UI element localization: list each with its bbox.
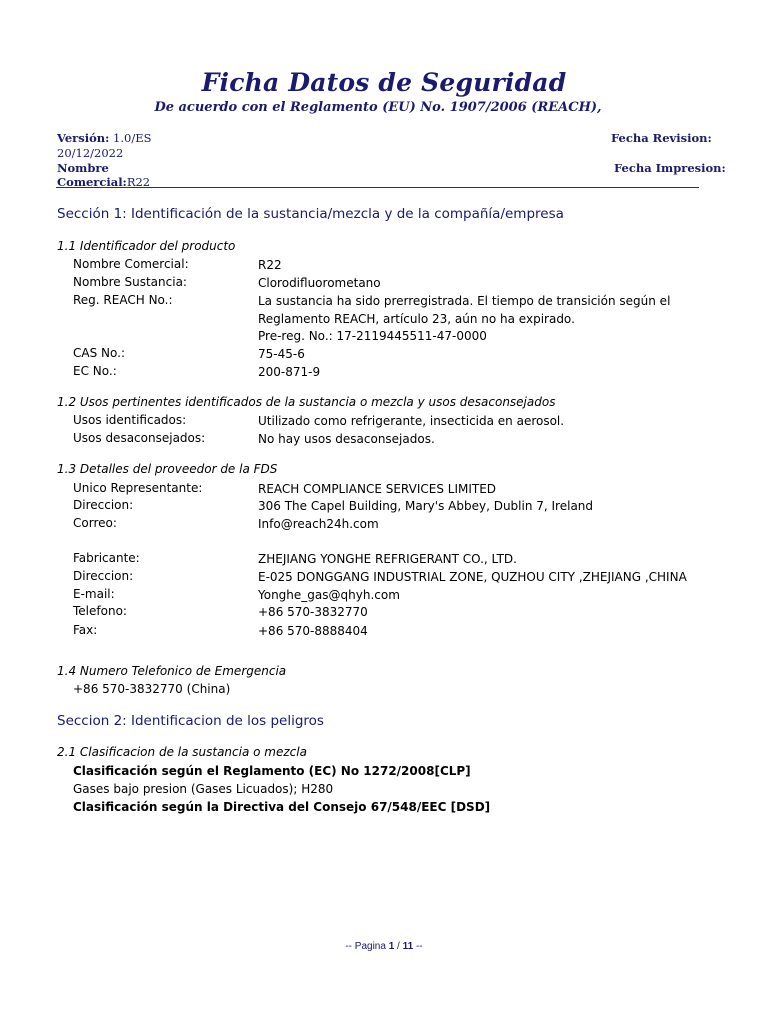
ec-label: EC No.:: [73, 364, 117, 378]
usos-identificados-value: Utilizado como refrigerante, insecticida en aerosol.: [258, 414, 565, 428]
version-date: 20/12/2022: [57, 146, 124, 160]
cas-label: CAS No.:: [73, 346, 125, 360]
correo-label: Correo:: [73, 516, 117, 530]
nombre-label: Nombre: [57, 161, 109, 175]
fabricante-label: Fabricante:: [73, 551, 140, 565]
usos-desaconsejados-value: No hay usos desaconsejados.: [258, 432, 435, 446]
clp-classification: Clasificación según el Reglamento (EC) No 1272/2008[CLP]: [73, 764, 471, 778]
subsection-1-1-heading: 1.1 Identificador del producto: [57, 239, 236, 253]
correo-value: Info@reach24h.com: [258, 517, 379, 531]
usos-desaconsejados-label: Usos desaconsejados:: [73, 431, 206, 445]
impresion-label: Fecha Impresion:: [614, 161, 726, 175]
email-value: Yonghe_gas@qhyh.com: [258, 588, 400, 602]
footer-sep: /: [394, 941, 403, 952]
fax-label: Fax:: [73, 623, 98, 637]
subsection-1-2-heading: 1.2 Usos pertinentes identificados de la sustancia o mezcla y usos desaconsejados: [57, 395, 556, 409]
version-line: [57, 131, 151, 145]
reach-label: Reg. REACH No.:: [73, 293, 173, 307]
nombre-comercial-value: R22: [258, 258, 282, 272]
comercial-value: R22: [126, 175, 151, 189]
direccion-fab-value: E-025 DONGGANG INDUSTRIAL ZONE, QUZHOU CITY ,ZHEJIANG ,CHINA: [258, 570, 687, 584]
ec-value: 200-871-9: [258, 365, 321, 379]
direccion-fab-label: Direccion:: [73, 569, 134, 583]
telefono-label: Telefono:: [73, 604, 127, 618]
cas-value: 75-45-6: [258, 347, 305, 361]
reach-line-1: La sustancia ha sido prerregistrada. El tiempo de transición según el: [258, 294, 671, 308]
page-footer: [0, 941, 768, 952]
subsection-2-1-heading: 2.1 Clasificacion de la sustancia o mezcla: [57, 745, 307, 759]
reach-line-2: Reglamento REACH, artículo 23, aún no ha expirado.: [258, 312, 575, 326]
footer-suffix: --: [413, 941, 423, 952]
footer-prefix: -- Pagina: [345, 941, 389, 952]
page-total: 11: [402, 941, 414, 952]
reach-line-3: Pre-reg. No.: 17-2119445511-47-0000: [258, 329, 487, 343]
subsection-1-3-heading: 1.3 Detalles del proveedor de la FDS: [57, 462, 278, 476]
dsd-classification: Clasificación según la Directiva del Consejo 67/548/EEC [DSD]: [73, 800, 491, 814]
representante-value: REACH COMPLIANCE SERVICES LIMITED: [258, 482, 497, 496]
section2-heading: Seccion 2: Identificacion de los peligros: [57, 713, 324, 729]
direccion-rep-label: Direccion:: [73, 498, 134, 512]
emergency-phone: +86 570-3832770 (China): [73, 682, 231, 696]
document-subtitle: De acuerdo con el Reglamento (EU) No. 1907/2006 (REACH),: [154, 100, 602, 115]
usos-identificados-label: Usos identificados:: [73, 413, 187, 427]
nombre-comercial-label: Nombre Comercial:: [73, 257, 189, 271]
direccion-rep-value: 306 The Capel Building, Mary's Abbey, Dublin 7, Ireland: [258, 499, 594, 513]
representante-label: Unico Representante:: [73, 481, 203, 495]
nombre-sustancia-label: Nombre Sustancia:: [73, 275, 187, 289]
section1-heading: Sección 1: Identificación de la sustancia/mezcla y de la compañía/empresa: [57, 206, 564, 222]
telefono-value: +86 570-3832770: [258, 605, 368, 619]
page-number: 1: [388, 941, 395, 952]
version-label: Versión:: [57, 131, 110, 145]
nombre-sustancia-value: Clorodifluorometano: [258, 276, 381, 290]
fax-value: +86 570-8888404: [258, 624, 368, 638]
document-title: Ficha Datos de Seguridad: [201, 68, 567, 97]
header-divider: [56, 187, 699, 188]
subsection-1-4-heading: 1.4 Numero Telefonico de Emergencia: [57, 664, 287, 678]
comercial-label: Comercial:: [57, 175, 127, 189]
gases-line: Gases bajo presion (Gases Licuados); H280: [73, 782, 334, 796]
version-value: 1.0/ES: [113, 131, 152, 145]
revision-label: Fecha Revision:: [611, 131, 712, 145]
fabricante-value: ZHEJIANG YONGHE REFRIGERANT CO., LTD.: [258, 552, 517, 566]
email-label: E-mail:: [73, 587, 115, 601]
